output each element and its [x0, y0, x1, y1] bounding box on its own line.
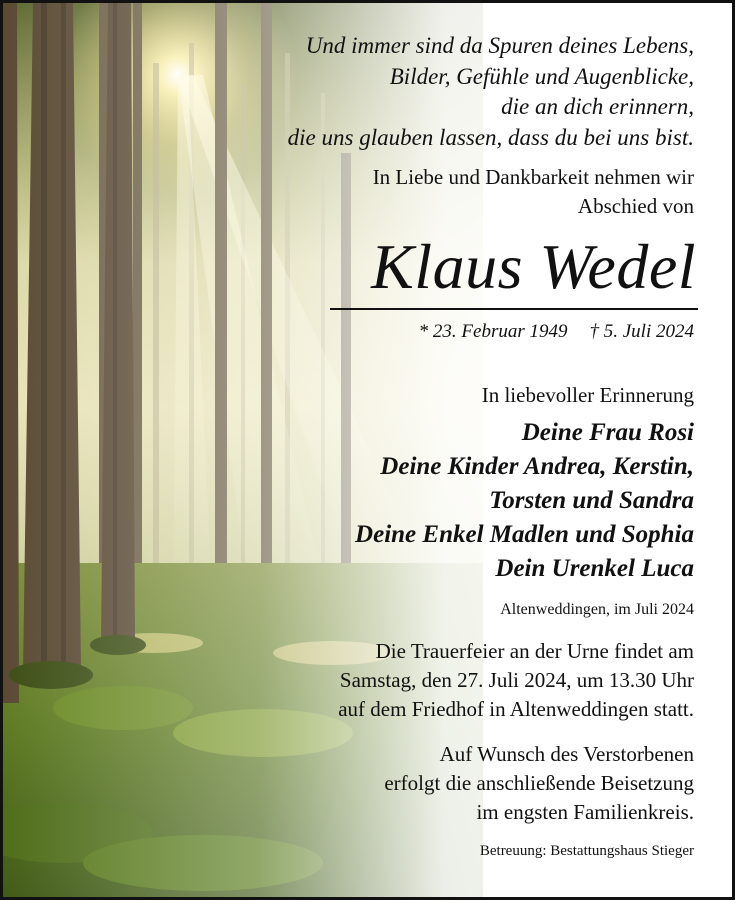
birth-date: * 23. Februar 1949	[418, 321, 568, 342]
burial-line: im engsten Familienkreis.	[476, 800, 694, 824]
poem-line: Und immer sind da Spuren deines Lebens,	[305, 33, 694, 58]
intro-line: Abschied von	[577, 194, 694, 218]
intro-line: In Liebe und Dankbarkeit nehmen wir	[372, 165, 694, 189]
ceremony-line: Samstag, den 27. Juli 2024, um 13.30 Uhr	[339, 668, 694, 692]
farewell-intro	[373, 163, 694, 221]
deceased-name: Klaus Wedel	[371, 231, 696, 302]
ceremony-info	[338, 637, 694, 724]
poem-line: die an dich erinnern,	[501, 94, 694, 119]
family-line: Deine Frau Rosi	[521, 419, 694, 446]
family-line: Deine Enkel Madlen und Sophia	[355, 521, 694, 548]
death-date: † 5. Juli 2024	[589, 321, 694, 342]
ceremony-line: auf dem Friedhof in Altenweddingen statt.	[338, 697, 694, 721]
family-list	[355, 416, 694, 586]
undertaker-credit: Betreuung: Bestattungshaus Stieger	[479, 843, 694, 859]
family-line: Dein Urenkel Luca	[495, 555, 694, 582]
memory-line: In liebevoller Erinnerung	[481, 383, 694, 407]
place-date: Altenweddingen, im Juli 2024	[500, 601, 694, 618]
poem-line: die uns glauben lassen, dass du bei uns bist.	[287, 124, 694, 150]
family-line: Deine Kinder Andrea, Kerstin,	[380, 453, 694, 480]
burial-info	[384, 740, 694, 827]
poem	[288, 31, 694, 153]
ceremony-line: Die Trauerfeier an der Urne findet am	[375, 639, 694, 663]
burial-line: Auf Wunsch des Verstorbenen	[439, 742, 694, 766]
life-dates	[419, 319, 694, 345]
burial-line: erfolgt die anschließende Beisetzung	[384, 771, 694, 795]
family-line: Torsten und Sandra	[489, 487, 694, 514]
name-underline	[330, 308, 698, 310]
poem-line: Bilder, Gefühle und Augenblicke,	[389, 63, 694, 89]
